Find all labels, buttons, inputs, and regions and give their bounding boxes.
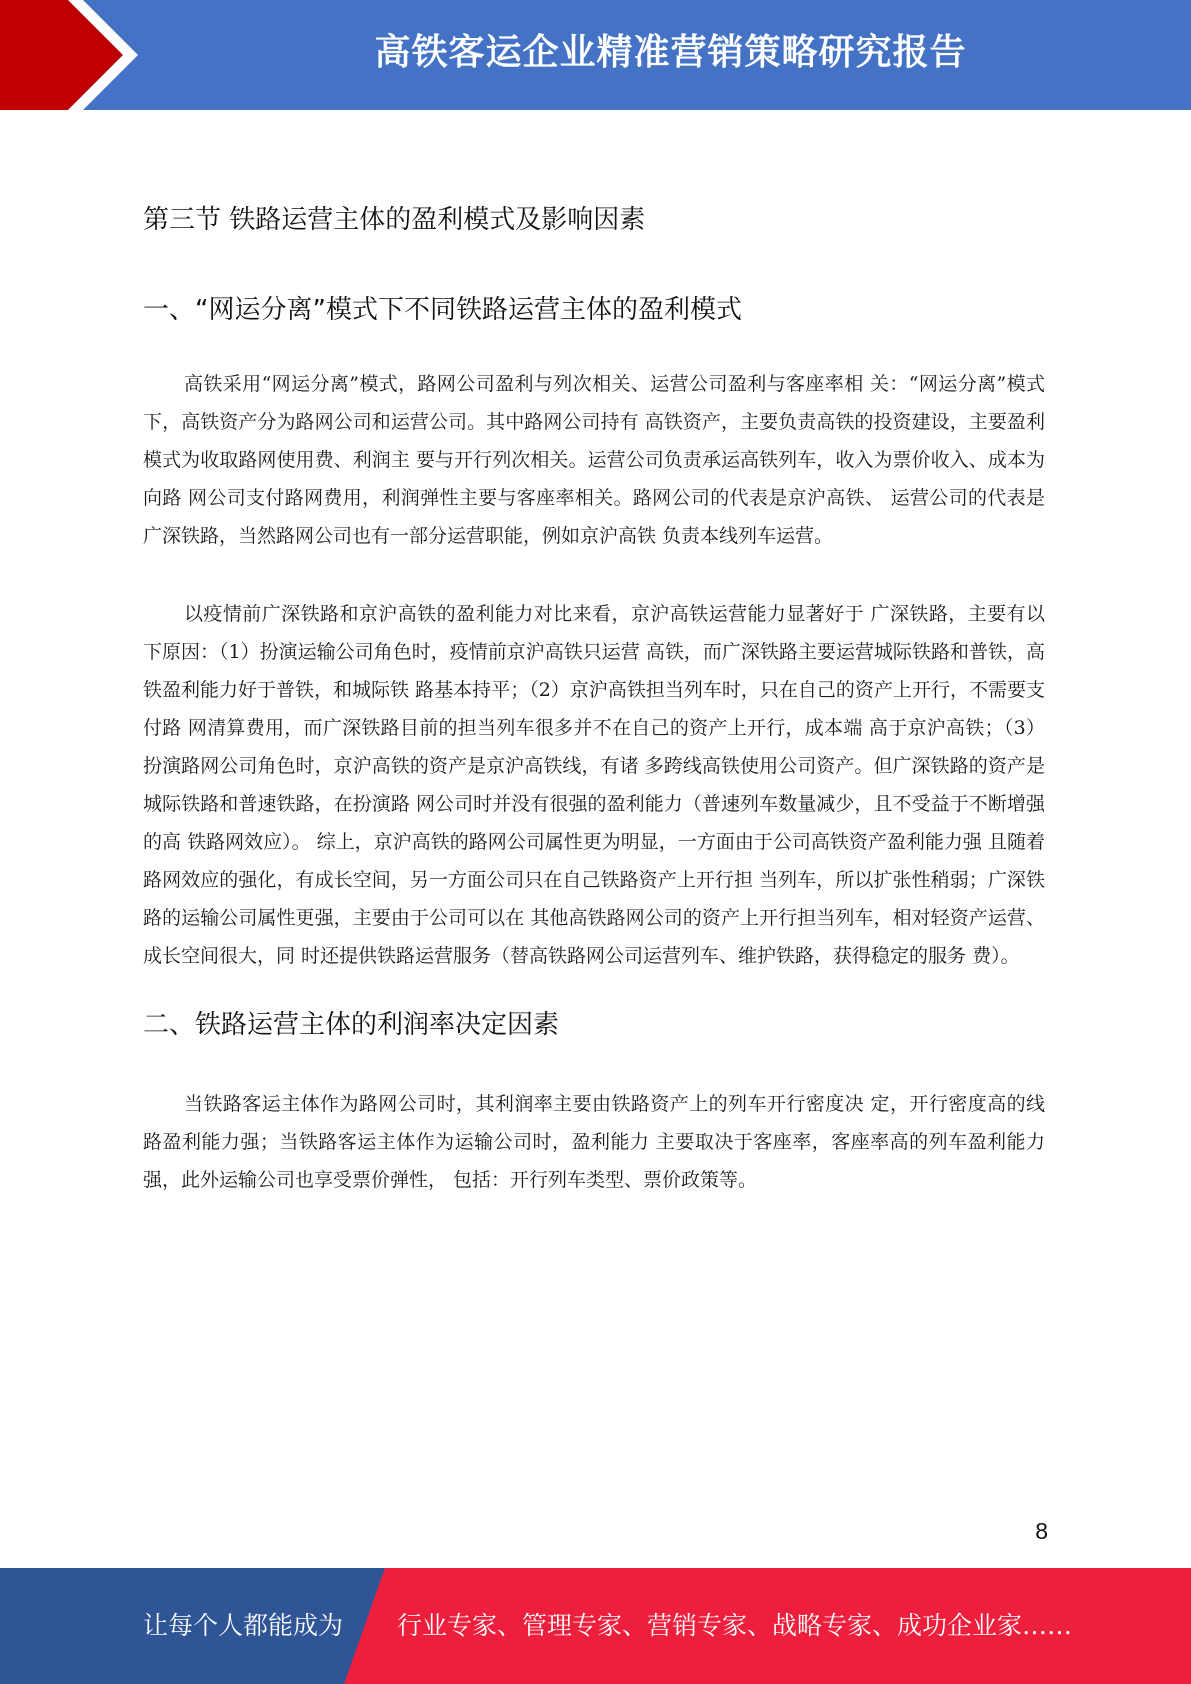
- chevron-arrow-icon: [0, 0, 170, 110]
- paragraph-profit-rate-factors: 当铁路客运主体作为路网公司时，其利润率主要由铁路资产上的列车开行密度决 定，开行密度高的线路盈利能力强；当铁路客运主体作为运输公司时，盈利能力 主要取决于客座率，客座率高的列车盈利能力强，此外运输公司也享受票价弹性， 包括：开行列车类型、票价政策等。: [143, 1093, 1045, 1191]
- header-banner: [0, 0, 1191, 110]
- footer-slogan-left: 让每个人都能成为: [143, 1611, 344, 1640]
- paragraph-profitability-comparison: 以疫情前广深铁路和京沪高铁的盈利能力对比来看，京沪高铁运营能力显著好于 广深铁路，主要有以下原因：（1）扮演运输公司角色时，疫情前京沪高铁只运营 高铁，而广深铁路主要运营城际铁路和普铁，高铁盈利能力好于普铁，和城际铁 路基本持平；（2）京沪高铁担当列车时，只在自己的资产上开行，不需要支付路 网清算费用，而广深铁路目前的担当列车很多并不在自己的资产上开行，成本端 高于京沪高铁；（3）扮演路网公司角色时，京沪高铁的资产是京沪高铁线，有诸 多跨线高铁使用公司资产。但广深铁路的资产是城际铁路和普速铁路，在扮演路 网公司时并没有很强的盈利能力（普速列车数量减少，且不受益于不断增强的高 铁路网效应）。 综上，京沪高铁的路网公司属性更为明显，一方面由于公司高铁资产盈利能力强 且随着路网效应的强化，有成长空间，另一方面公司只在自己铁路资产上开行担 当列车，所以扩张性稍弱；广深铁路的运输公司属性更强，主要由于公司可以在 其他高铁路网公司的资产上开行担当列车，相对轻资产运营、成长空间很大，同 时还提供铁路运营服务（替高铁路网公司运营列车、维护铁路，获得稳定的服务 费）。: [143, 603, 1045, 967]
- footer-slogan-right: 行业专家、管理专家、营销专家、战略专家、成功企业家……: [397, 1611, 1073, 1640]
- paragraph-profit-model: 高铁采用“网运分离”模式，路网公司盈利与列次相关、运营公司盈利与客座率相 关：“网运分离”模式下，高铁资产分为路网公司和运营公司。其中路网公司持有 高铁资产，主要负责高铁的投资建设，主要盈利模式为收取路网使用费、利润主 要与开行列次相关。运营公司负责承运高铁列车，收入为票价收入、成本为向路 网公司支付路网费用，利润弹性主要与客座率相关。路网公司的代表是京沪高铁、 运营公司的代表是广深铁路，当然路网公司也有一部分运营职能，例如京沪高铁 负责本线列车运营。: [143, 373, 1045, 547]
- page-number: 8: [1035, 1518, 1048, 1544]
- heading-network-operation-separation: 一、“网运分离”模式下不同铁路运营主体的盈利模式: [143, 295, 742, 325]
- report-title: 高铁客运企业精准营销策略研究报告: [374, 32, 967, 73]
- footer-banner: [0, 1568, 1191, 1684]
- main-content: [143, 196, 1045, 1199]
- section-title: 第三节 铁路运营主体的盈利模式及影响因素: [143, 205, 646, 235]
- heading-profit-rate-factors: 二、铁路运营主体的利润率决定因素: [143, 1010, 560, 1040]
